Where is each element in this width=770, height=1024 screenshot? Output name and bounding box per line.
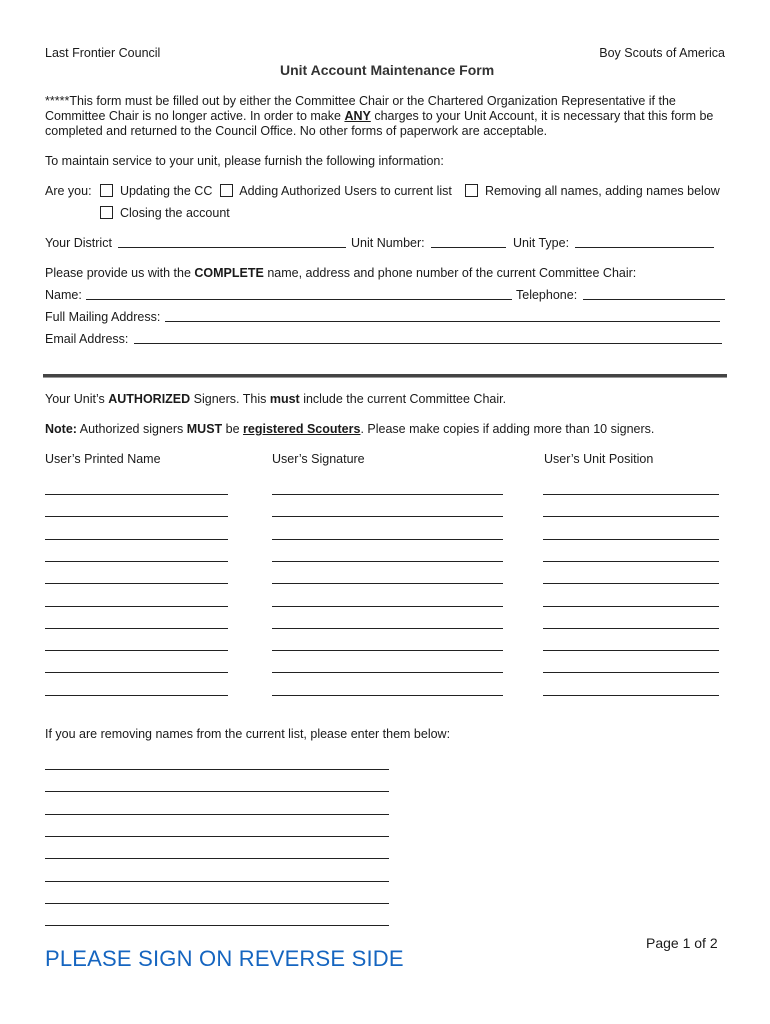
intro-text: To maintain service to your unit, please furnish the following information: bbox=[45, 154, 444, 168]
sign-reverse-notice: PLEASE SIGN ON REVERSE SIDE bbox=[45, 946, 404, 971]
chair-telephone-field[interactable] bbox=[583, 299, 725, 300]
notice-paragraph: *****This form must be filled out by either the Committee Chair or the Chartered Organization Representative if the Committee Chair is no longer active. In order to make ANY charges to your Unit Account, it is necessary that this form be completed and returned to the Council Office. No other forms of paperwork are acceptable. bbox=[45, 94, 714, 138]
signer-unit-position-field[interactable] bbox=[543, 561, 719, 562]
signer-printed-name-field[interactable] bbox=[45, 672, 228, 673]
removed-name-field[interactable] bbox=[45, 791, 389, 792]
organization-name: Boy Scouts of America bbox=[599, 46, 725, 60]
signer-printed-name-field[interactable] bbox=[45, 539, 228, 540]
checkbox-removing-names[interactable] bbox=[465, 184, 478, 197]
removed-name-field[interactable] bbox=[45, 769, 389, 770]
signer-unit-position-field[interactable] bbox=[543, 539, 719, 540]
signer-printed-name-field[interactable] bbox=[45, 606, 228, 607]
form-title: Unit Account Maintenance Form bbox=[280, 62, 495, 78]
unit-number-field[interactable] bbox=[431, 247, 506, 248]
removal-prompt: If you are removing names from the current list, please enter them below: bbox=[45, 727, 451, 741]
are-you-label: Are you: bbox=[45, 184, 92, 198]
signer-printed-name-field[interactable] bbox=[45, 650, 228, 651]
option-removing-names[interactable]: Removing all names, adding names below bbox=[465, 184, 720, 198]
signer-signature-field[interactable] bbox=[272, 539, 503, 540]
signer-unit-position-field[interactable] bbox=[543, 628, 719, 629]
signer-unit-position-field[interactable] bbox=[543, 583, 719, 584]
signer-printed-name-field[interactable] bbox=[45, 628, 228, 629]
removed-name-field[interactable] bbox=[45, 814, 389, 815]
column-printed-name: User’s Printed Name bbox=[45, 452, 161, 466]
council-name: Last Frontier Council bbox=[45, 46, 161, 60]
column-signature: User’s Signature bbox=[272, 452, 365, 466]
district-field[interactable] bbox=[118, 247, 346, 248]
signer-unit-position-field[interactable] bbox=[543, 606, 719, 607]
chair-address-field[interactable] bbox=[165, 321, 720, 322]
chair-name-field[interactable] bbox=[86, 299, 512, 300]
notice-emphasis: ANY bbox=[344, 109, 371, 123]
signer-signature-field[interactable] bbox=[272, 494, 503, 495]
removed-name-field[interactable] bbox=[45, 858, 389, 859]
signer-signature-field[interactable] bbox=[272, 628, 503, 629]
removed-name-field[interactable] bbox=[45, 903, 389, 904]
signers-intro: Your Unit’s AUTHORIZED Signers. This must include the current Committee Chair. bbox=[45, 392, 507, 406]
checkbox-closing-account[interactable] bbox=[100, 206, 113, 219]
signer-printed-name-field[interactable] bbox=[45, 561, 228, 562]
removed-name-field[interactable] bbox=[45, 836, 389, 837]
signer-printed-name-field[interactable] bbox=[45, 583, 228, 584]
signer-signature-field[interactable] bbox=[272, 672, 503, 673]
signer-signature-field[interactable] bbox=[272, 695, 503, 696]
removed-name-field[interactable] bbox=[45, 925, 389, 926]
unit-type-field[interactable] bbox=[575, 247, 714, 248]
telephone-label: Telephone: bbox=[516, 288, 578, 302]
signer-unit-position-field[interactable] bbox=[543, 516, 719, 517]
checkbox-updating-cc[interactable] bbox=[100, 184, 113, 197]
signers-note: Note: Authorized signers MUST be registered Scouters. Please make copies if adding more than 10 signers. bbox=[45, 422, 655, 436]
signer-printed-name-field[interactable] bbox=[45, 695, 228, 696]
signer-signature-field[interactable] bbox=[272, 561, 503, 562]
unit-type-label: Unit Type: bbox=[513, 236, 570, 250]
signer-unit-position-field[interactable] bbox=[543, 494, 719, 495]
signer-signature-field[interactable] bbox=[272, 583, 503, 584]
signer-signature-field[interactable] bbox=[272, 606, 503, 607]
option-updating-cc[interactable]: Updating the CC bbox=[100, 184, 212, 198]
page-number: Page 1 of 2 bbox=[646, 935, 718, 951]
district-label: Your District bbox=[45, 236, 112, 250]
chair-prompt: Please provide us with the COMPLETE name, address and phone number of the current Committee Chair: bbox=[45, 266, 637, 280]
column-unit-position: User’s Unit Position bbox=[544, 452, 654, 466]
signer-printed-name-field[interactable] bbox=[45, 516, 228, 517]
unit-number-label: Unit Number: bbox=[351, 236, 425, 250]
signer-unit-position-field[interactable] bbox=[543, 695, 719, 696]
option-adding-users[interactable]: Adding Authorized Users to current list bbox=[220, 184, 452, 198]
checkbox-adding-users[interactable] bbox=[220, 184, 233, 197]
registered-scouters-text: registered Scouters bbox=[243, 422, 361, 436]
removed-name-field[interactable] bbox=[45, 881, 389, 882]
chair-email-field[interactable] bbox=[134, 343, 722, 344]
section-divider bbox=[43, 374, 727, 378]
signer-signature-field[interactable] bbox=[272, 516, 503, 517]
signer-unit-position-field[interactable] bbox=[543, 672, 719, 673]
signer-printed-name-field[interactable] bbox=[45, 494, 228, 495]
address-label: Full Mailing Address: bbox=[45, 310, 161, 324]
name-label: Name: bbox=[45, 288, 82, 302]
email-label: Email Address: bbox=[45, 332, 129, 346]
option-closing-account[interactable]: Closing the account bbox=[100, 206, 230, 220]
signer-unit-position-field[interactable] bbox=[543, 650, 719, 651]
signer-signature-field[interactable] bbox=[272, 650, 503, 651]
